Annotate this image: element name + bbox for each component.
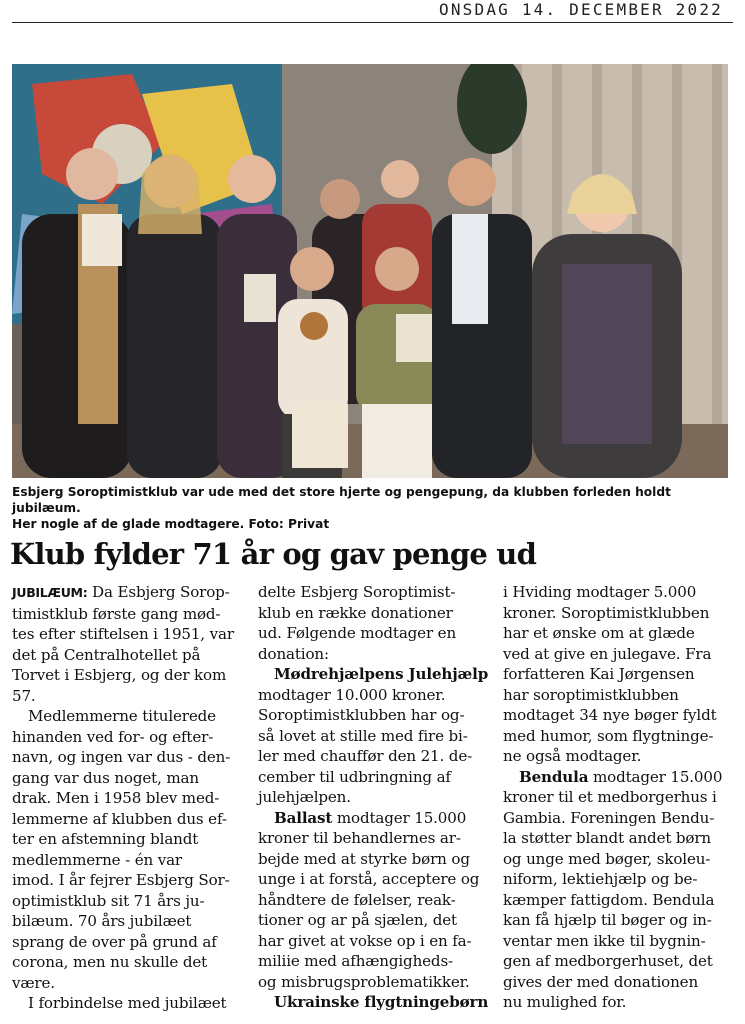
text-line: donation:	[258, 644, 329, 663]
text-line: klub en række donationer	[258, 603, 453, 622]
text-line: timistklub første gang mød-	[12, 604, 221, 623]
dateline: ONSDAG 14. DECEMBER 2022	[439, 0, 723, 19]
caption-line-2: Her nogle af de glade modtagere. Foto: Privat	[12, 517, 330, 531]
paragraph	[12, 582, 248, 706]
text-line: 57.	[12, 686, 36, 705]
text-line: modtager 15.000	[332, 808, 467, 827]
paragraph	[258, 582, 494, 664]
text-line: hinanden ved for- og efter-	[12, 727, 214, 746]
text-line: har givet at vokse op i en fa-	[258, 931, 472, 950]
text-line: kæmper fattigdom. Bendula	[503, 890, 715, 909]
text-line: delte Esbjerg Soroptimist-	[258, 583, 456, 601]
group-photo	[12, 64, 728, 478]
text-line: tes efter stiftelsen i 1951, var	[12, 625, 234, 643]
header-rule	[12, 22, 733, 23]
text-line: og unge med bøger, skoleu-	[503, 849, 711, 868]
text-line: ventar men ikke til bygnin-	[503, 931, 706, 950]
text-line: i Hviding modtager 5.000	[503, 583, 697, 601]
text-line: corona, men nu skulle det	[12, 953, 208, 971]
text-line: Torvet i Esbjerg, og der kom	[12, 666, 227, 684]
text-line: være.	[12, 973, 55, 992]
recipient-name: Ballast	[274, 808, 333, 827]
paragraph	[12, 993, 248, 1014]
article-headline: Klub fylder 71 år og gav penge ud	[10, 537, 537, 571]
text-line: gen af medborgerhuset, det	[503, 952, 713, 970]
paragraph	[258, 808, 494, 993]
text-line: kroner til et medborgerhus i	[503, 788, 717, 806]
text-line: bilæum. 70 års jubilæet	[12, 912, 192, 930]
text-line: ved at give en julegave. Fra	[503, 644, 712, 663]
text-line: nu mulighed for.	[503, 993, 627, 1011]
text-line: Medlemmerne titulerede	[28, 707, 216, 725]
text-line: har soroptimistklubben	[503, 685, 679, 704]
article-column-2	[258, 582, 494, 1013]
text-line: gang var dus noget, man	[12, 768, 199, 787]
text-line: så lovet at stille med fire bi-	[258, 726, 468, 745]
text-line: kroner. Soroptimistklubben	[503, 603, 710, 622]
text-line: Da Esbjerg Sorop-	[87, 583, 230, 601]
text-line: gives der med donationen	[503, 972, 699, 991]
paragraph	[258, 664, 494, 808]
photo-caption	[12, 484, 732, 532]
text-line: lemmerne af klubben dus ef-	[12, 809, 227, 828]
text-line: unge i at forstå, acceptere og	[258, 870, 480, 888]
text-line: bejde med at styrke børn og	[258, 849, 470, 868]
text-line: har et ønske om at glæde	[503, 624, 695, 642]
paragraph	[503, 767, 739, 1013]
text-line: julehjælpen.	[258, 788, 351, 806]
paragraph	[503, 582, 739, 767]
recipient-name: Mødrehjælpens Julehjælp	[274, 665, 489, 683]
text-line: la støtter blandt andet børn	[503, 829, 711, 847]
text-line: modtaget 34 nye bøger fyldt	[503, 706, 717, 724]
text-line: modtager 10.000 kroner.	[258, 685, 446, 704]
paragraph	[12, 706, 248, 993]
text-line: med humor, som flygtninge-	[503, 726, 714, 745]
recipient-name: Ukrainske flygtningebørn	[274, 993, 489, 1011]
article-column-1	[12, 582, 248, 1014]
article-column-3	[503, 582, 739, 1013]
text-line: ne også modtager.	[503, 747, 642, 765]
text-line: miliie med afhængigheds-	[258, 952, 453, 970]
text-line: kan få hjælp til bøger og in-	[503, 911, 712, 929]
caption-line-1: Esbjerg Soroptimistklub var ude med det store hjerte og pengepung, da klubben forleden holdt jubilæum.	[12, 485, 671, 515]
text-line: sprang de over på grund af	[12, 932, 217, 951]
text-line: Gambia. Foreningen Bendu-	[503, 808, 715, 827]
text-line: det på Centralhotellet på	[12, 645, 201, 664]
recipient-name: Bendula	[519, 767, 589, 786]
text-line: kroner til behandlernes ar-	[258, 829, 461, 847]
text-line: imod. I år fejrer Esbjerg Sor-	[12, 871, 230, 889]
text-line: Soroptimistklubben har og-	[258, 706, 465, 724]
kicker-label: JUBILÆUM:	[12, 585, 88, 600]
text-line: tioner og ar på sjælen, det	[258, 911, 457, 929]
text-line: håndtere de følelser, reak-	[258, 890, 456, 909]
paragraph	[258, 992, 494, 1013]
text-line: drak. Men i 1958 blev med-	[12, 789, 220, 807]
text-line: ud. Følgende modtager en	[258, 624, 457, 642]
text-line: navn, og ingen var dus - den-	[12, 748, 231, 766]
text-line: cember til udbringning af	[258, 767, 451, 786]
text-line: forfatteren Kai Jørgensen	[503, 665, 695, 683]
text-line: I forbindelse med jubilæet	[28, 994, 227, 1012]
text-line: ler med chauffør den 21. de-	[258, 747, 473, 765]
text-line: ter en afstemning blandt	[12, 830, 199, 848]
text-line: modtager 15.000	[588, 767, 723, 786]
text-line: niform, lektiehjælp og be-	[503, 870, 698, 888]
text-line: medlemmerne - én var	[12, 850, 182, 869]
text-line: optimistklub sit 71 års ju-	[12, 891, 205, 910]
text-line: og misbrugsproblematikker.	[258, 972, 470, 991]
